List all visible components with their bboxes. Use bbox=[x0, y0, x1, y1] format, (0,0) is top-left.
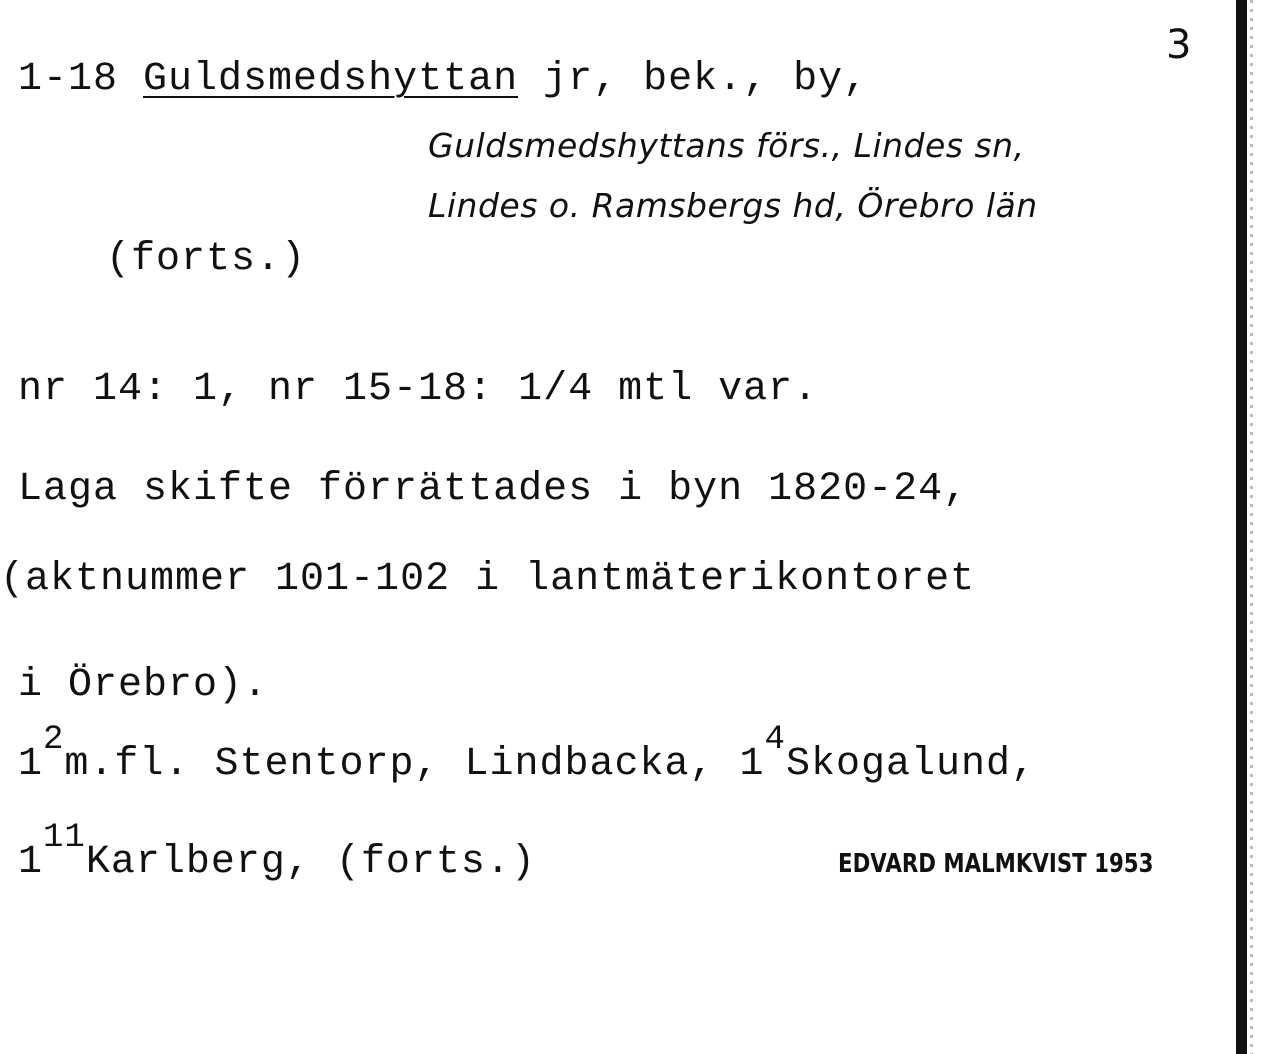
lot-number: 1 bbox=[18, 840, 44, 885]
lot-text: m.fl. Stentorp, Lindbacka, 1 bbox=[64, 742, 765, 787]
lot-superscript: 4 bbox=[764, 721, 786, 759]
card-edge-texture bbox=[1250, 0, 1253, 1054]
forts-top: (forts.) bbox=[106, 237, 307, 282]
heading-rest: jr, bek., by, bbox=[543, 57, 869, 102]
body-line-4: i Örebro). bbox=[18, 663, 269, 708]
location-line-1: Guldsmedshyttans förs., Lindes sn, bbox=[428, 126, 1025, 165]
heading-line bbox=[18, 56, 868, 104]
heading-range: 1-18 bbox=[18, 57, 119, 102]
body-line-1: nr 14: 1, nr 15-18: 1/4 mtl var. bbox=[18, 367, 819, 412]
body-line-3: (aktnummer 101-102 i lantmäterikontoret bbox=[0, 557, 976, 602]
page-number: 3 bbox=[1166, 22, 1192, 68]
lot-number: 1 bbox=[18, 742, 44, 787]
body-line-5 bbox=[18, 721, 1036, 789]
location-line-2: Lindes o. Ramsbergs hd, Örebro län bbox=[428, 186, 1038, 225]
body-line-6 bbox=[18, 819, 536, 887]
body-line-2: Laga skifte förrättades i byn 1820-24, bbox=[18, 467, 969, 512]
lot-text: Karlberg, (forts.) bbox=[85, 840, 536, 885]
card-edge-shadow bbox=[1236, 0, 1247, 1054]
lot-text: Skogalund, bbox=[785, 742, 1036, 787]
lot-superscript: 11 bbox=[43, 819, 86, 857]
heading-place: Guldsmedshyttan bbox=[143, 57, 519, 102]
author-stamp: EDVARD MALMKVIST 1953 bbox=[838, 849, 1154, 879]
lot-superscript: 2 bbox=[43, 721, 65, 759]
